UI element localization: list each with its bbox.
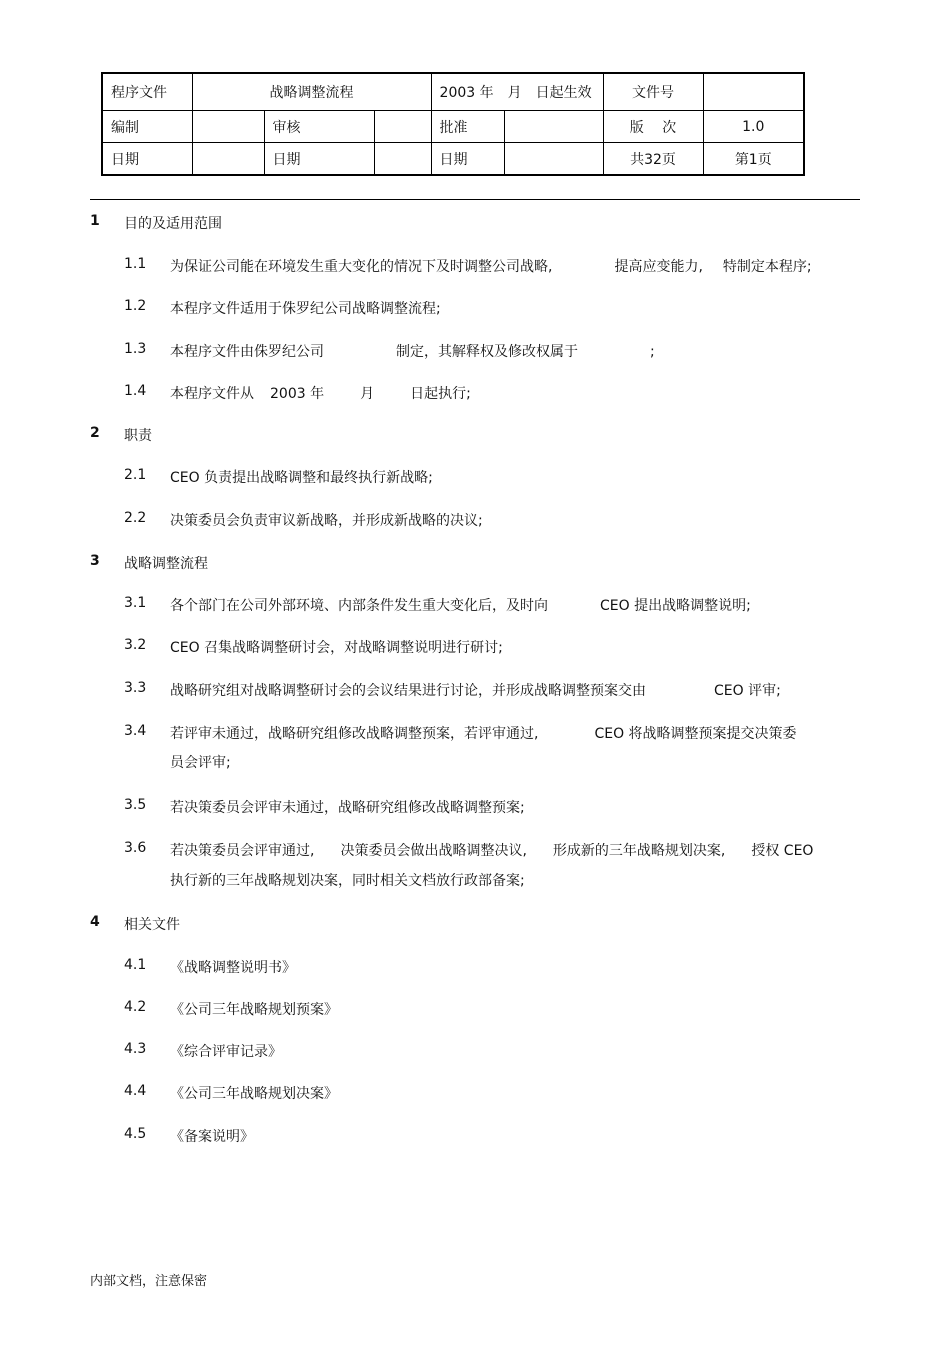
clause-number: 3.1 (124, 595, 147, 611)
clause-number: 1.2 (124, 298, 147, 314)
clause-text: 若评审未通过，战略研究组修改战略调整预案，若评审通过, CEO 将战略调整预案提交决策委 (170, 726, 797, 742)
section-number: 3 (90, 553, 100, 569)
clause-number: 4.3 (124, 1041, 147, 1057)
reviewer-date-value (374, 143, 431, 176)
clause-3-4-continuation: 员会评审; (170, 755, 231, 771)
page-number: 第1页 (703, 143, 804, 176)
document-header-table (101, 72, 805, 176)
version-value: 1.0 (703, 111, 804, 143)
doc-number-value (703, 73, 804, 111)
clause-text: 本程序文件从 2003 年 月 日起执行; (170, 386, 471, 402)
clause-number: 3.5 (124, 797, 147, 813)
section-number: 1 (90, 213, 100, 229)
doc-number-label: 文件号 (603, 73, 703, 111)
clause-text: CEO 负责提出战略调整和最终执行新战略; (170, 470, 433, 486)
reviewer-value (374, 111, 431, 143)
section-title: 目的及适用范围 (124, 216, 222, 232)
header-divider (90, 199, 860, 200)
clause-number: 1.1 (124, 256, 147, 272)
total-pages: 共32页 (603, 143, 703, 176)
clause-number: 2.2 (124, 510, 147, 526)
section-title: 战略调整流程 (124, 556, 208, 572)
doc-title-cell: 战略调整流程 (192, 73, 431, 111)
clause-number: 3.4 (124, 723, 147, 739)
clause-number: 4.5 (124, 1126, 147, 1142)
clause-text: 决策委员会负责审议新战略，并形成新战略的决议; (170, 513, 483, 529)
clause-text: 若决策委员会评审通过, 决策委员会做出战略调整决议, 形成新的三年战略规划决案, 授权 CEO (170, 843, 814, 859)
section-number: 4 (90, 914, 100, 930)
clause-number: 3.2 (124, 637, 147, 653)
version-label: 版 次 (603, 111, 703, 143)
clause-text: 本程序文件由侏罗纪公司 制定，其解释权及修改权属于 ; (170, 344, 655, 360)
clause-text: 各个部门在公司外部环境、内部条件发生重大变化后，及时向 CEO 提出战略调整说明; (170, 598, 751, 614)
clause-text: 本程序文件适用于侏罗纪公司战略调整流程; (170, 301, 441, 317)
author-value (192, 111, 264, 143)
header-row-3 (102, 143, 804, 176)
approver-label: 批准 (431, 111, 504, 143)
clause-text: 若决策委员会评审未通过，战略研究组修改战略调整预案; (170, 800, 525, 816)
clause-number: 1.4 (124, 383, 147, 399)
clause-number: 1.3 (124, 341, 147, 357)
reviewer-date-label: 日期 (264, 143, 374, 176)
author-label: 编制 (102, 111, 192, 143)
clause-number: 3.3 (124, 680, 147, 696)
clause-text: 为保证公司能在环境发生重大变化的情况下及时调整公司战略, 提高应变能力, 特制定本程序; (170, 259, 812, 275)
author-date-value (192, 143, 264, 176)
clause-number: 2.1 (124, 467, 147, 483)
clause-text: 《公司三年战略规划决案》 (170, 1086, 338, 1102)
effective-date-cell: 2003 年 月 日起生效 (431, 73, 603, 111)
section-title: 职责 (124, 428, 152, 444)
clause-number: 4.1 (124, 957, 147, 973)
section-title: 相关文件 (124, 917, 180, 933)
clause-text: 《综合评审记录》 (170, 1044, 282, 1060)
clause-text: 《公司三年战略规划预案》 (170, 1002, 338, 1018)
header-row-2 (102, 111, 804, 143)
author-date-label: 日期 (102, 143, 192, 176)
clause-text: 《战略调整说明书》 (170, 960, 296, 976)
approver-date-label: 日期 (431, 143, 504, 176)
clause-3-6-continuation: 执行新的三年战略规划决案，同时相关文档放行政部备案; (170, 873, 525, 889)
approver-value (504, 111, 603, 143)
clause-text: 《备案说明》 (170, 1129, 254, 1145)
doc-type-cell: 程序文件 (102, 73, 192, 111)
clause-number: 4.2 (124, 999, 147, 1015)
header-row-1 (102, 73, 804, 111)
clause-number: 3.6 (124, 840, 147, 856)
clause-text: CEO 召集战略调整研讨会，对战略调整说明进行研讨; (170, 640, 503, 656)
section-number: 2 (90, 425, 100, 441)
reviewer-label: 审核 (264, 111, 374, 143)
clause-text: 战略研究组对战略调整研讨会的会议结果进行讨论，并形成战略调整预案交由 CEO 评审; (170, 683, 781, 699)
confidential-footer: 内部文档，注意保密 (90, 1274, 208, 1289)
approver-date-value (504, 143, 603, 176)
clause-number: 4.4 (124, 1083, 147, 1099)
